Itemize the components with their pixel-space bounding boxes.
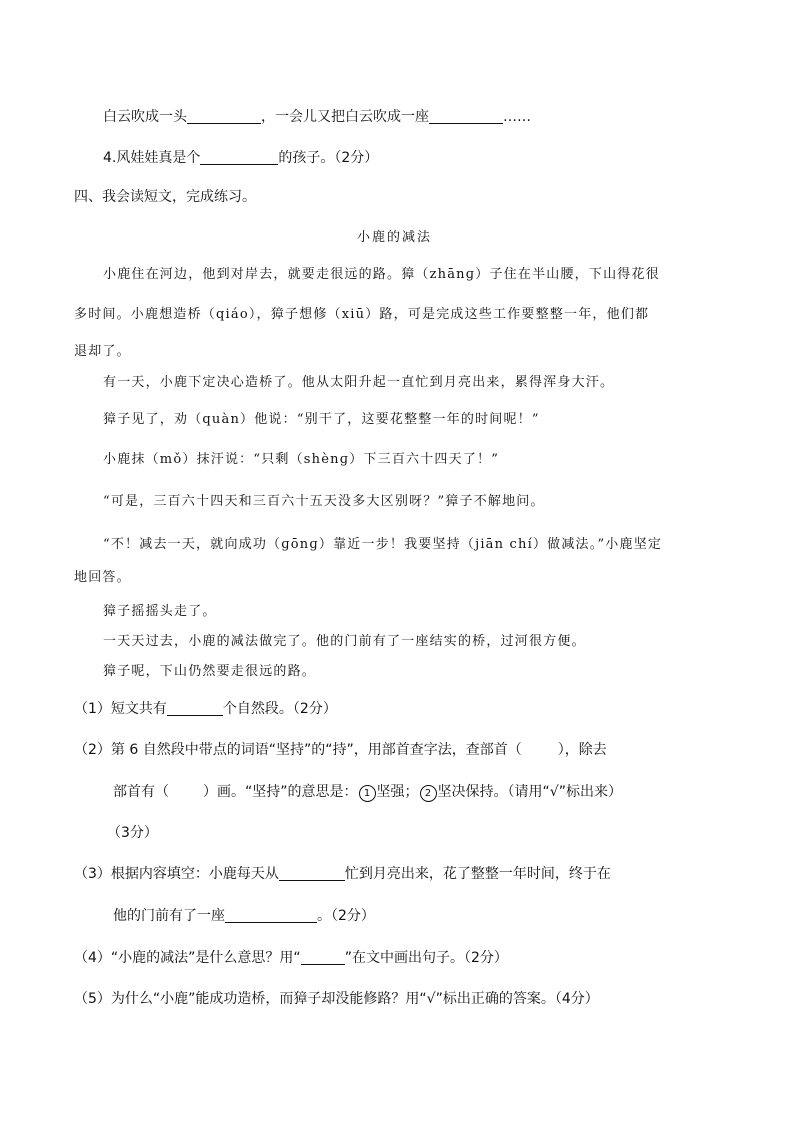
question-number: （2） — [74, 742, 111, 758]
question-5 — [74, 989, 599, 1009]
story-paragraph-8: 一天天过去，小鹿的减法做完了。他的门前有了一座结实的桥，过河很方便。 — [103, 634, 586, 649]
answer-blank[interactable] — [167, 701, 223, 716]
story-paragraph-9: 獐子呢，下山仍然要走很远的路。 — [103, 664, 317, 679]
text-segment: 忙到月亮出来，花了整整一年时间，终于在 — [344, 866, 611, 882]
story-title: 小鹿的减法 — [357, 230, 433, 245]
story-paragraph-1-line-3: 退却了。 — [74, 344, 131, 359]
question-2-line-1 — [74, 740, 607, 760]
question-number: （1） — [74, 701, 111, 717]
story-paragraph-6-line-1: “不！减去一天，就向成功（ɡōnɡ）靠近一步！我要坚持（jiān chí）做减法。”小鹿坚定 — [103, 537, 663, 552]
text-segment: 4.风娃娃真是个 — [103, 150, 201, 166]
text-segment: ），除去 — [557, 742, 607, 758]
question-number: （3） — [74, 866, 111, 882]
story-paragraph-6-line-2: 地回答。 — [74, 570, 131, 585]
answer-blank[interactable] — [225, 908, 317, 923]
story-paragraph-5: “可是，三百六十四天和三百六十五天没多大区别呀？”獐子不解地问。 — [103, 494, 545, 509]
circled-number-2: 2 — [420, 785, 437, 802]
text-segment: 他的门前有了一座 — [113, 908, 225, 924]
text-segment: ）画。“坚持”的意思是： — [203, 784, 358, 800]
story-paragraph-1-line-1: 小鹿住在河边，他到对岸去，就要走很远的路。獐（zhānɡ）子住在半山腰，下山得花很 — [103, 267, 660, 282]
question-number: （5） — [74, 991, 111, 1007]
text-segment: 白云吹成一头 — [103, 109, 187, 125]
story-paragraph-7: 獐子摇摇头走了。 — [103, 604, 217, 619]
text-segment: 部首有（ — [113, 784, 169, 800]
answer-blank[interactable] — [187, 109, 261, 124]
text-segment: “小鹿的减法”是什么意思？用“ — [110, 950, 301, 966]
text-segment: …… — [503, 109, 531, 125]
q3-line-2 — [103, 148, 378, 168]
question-4 — [74, 948, 508, 968]
question-3-line-1 — [74, 864, 611, 884]
text-segment: 坚决保持。（请用“√”标出来） — [437, 784, 622, 800]
question-number: （4） — [74, 950, 111, 966]
text-segment: 坚强； — [376, 784, 419, 800]
text-segment: 的孩子。（2分） — [278, 150, 379, 166]
story-paragraph-3: 獐子见了，劝（quàn）他说：“别干了，这要花整整一年的时间呢！” — [103, 412, 540, 427]
story-paragraph-1-line-2: 多时间。小鹿想造桥（qiáo），獐子想修（xiū）路，可是完成这些工作要整整一年，他们都 — [74, 307, 650, 322]
text-segment: 第 6 自然段中带点的词语“坚持”的“持”，用部首查字法，查部首（ — [110, 742, 522, 758]
text-segment: 根据内容填空：小鹿每天从 — [110, 866, 279, 882]
text-segment: ，一会儿又把白云吹成一座 — [261, 109, 429, 125]
text-segment: ”在文中画出句子。（2分） — [344, 950, 508, 966]
answer-blank[interactable] — [279, 866, 345, 881]
text-segment: 短文共有 — [110, 701, 167, 717]
question-3-line-2 — [113, 906, 375, 926]
text-segment: 个自然段。（2分） — [222, 701, 337, 717]
text-segment: 为什么“小鹿”能成功造桥，而獐子却没能修路？用“√”标出正确的答案。（4分） — [110, 991, 599, 1007]
question-2-line-2 — [113, 782, 622, 802]
q3-line-1 — [103, 107, 531, 127]
story-paragraph-2: 有一天，小鹿下定决心造桥了。他从太阳升起一直忙到月亮出来，累得浑身大汗。 — [103, 375, 615, 390]
question-2-line-3: （3分） — [107, 825, 158, 841]
answer-blank[interactable] — [200, 150, 278, 165]
section-heading: 四、我会读短文，完成练习。 — [74, 189, 256, 205]
text-segment: 。（2分） — [317, 908, 375, 924]
answer-blank[interactable] — [429, 109, 503, 124]
story-paragraph-4: 小鹿抹（mǒ）抹汗说：“只剩（shènɡ）下三百六十四天了！” — [103, 452, 500, 467]
question-1 — [74, 699, 337, 719]
circled-number-1: 1 — [359, 785, 376, 802]
underline-sample — [301, 950, 345, 965]
